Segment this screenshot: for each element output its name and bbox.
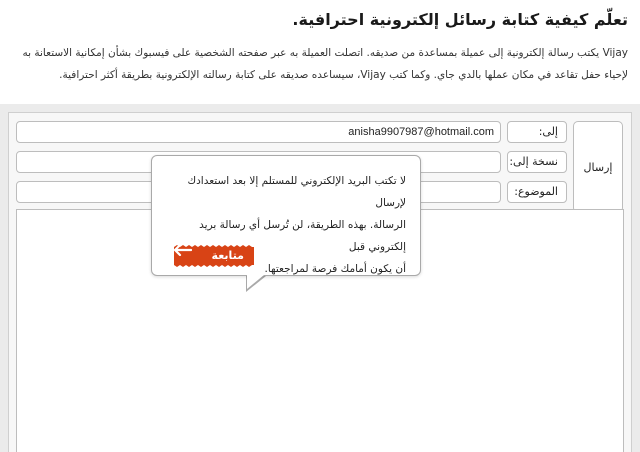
arrow-left-icon xyxy=(172,244,192,256)
tooltip-line: لا تكتب البريد الإلكتروني للمستلم إلا بعد استعدادك لإرسال xyxy=(187,175,406,209)
continue-label: متابعة xyxy=(211,249,244,262)
to-label: إلى: xyxy=(507,121,567,143)
intro-line: لإحياء حفل تقاعد في مكان عملها بالدي جاي. وكما كتب Vijay، سيساعده صديقه على كتابة رسالته الإلكترونية بطريقة أكثر احترافية. xyxy=(59,69,628,81)
tooltip-pointer-fill xyxy=(247,275,264,289)
continue-button[interactable] xyxy=(172,244,256,268)
hint-tooltip xyxy=(151,155,421,276)
send-button[interactable]: إرسال xyxy=(573,121,623,213)
to-field[interactable] xyxy=(16,121,501,143)
tooltip-line: الرسالة. بهذه الطريقة، لن تُرسل أي رسالة بريد إلكتروني قبل xyxy=(199,219,406,253)
subject-label: الموضوع: xyxy=(507,181,567,203)
tooltip-line: أن يكون أمامك فرصة لمراجعتها. xyxy=(264,263,406,275)
page-title: تعلّم كيفية كتابة رسائل إلكترونية احترافية. xyxy=(292,10,628,29)
intro-paragraph xyxy=(8,42,628,86)
intro-line: Vijay يكتب رسالة إلكترونية إلى عميلة بمساعدة من صديقه. اتصلت العميلة به عبر صفحته الشخصية على فيسبوك بشأن إمكانية الاستعانة به xyxy=(22,47,628,59)
cc-label: نسخة إلى: xyxy=(507,151,567,173)
